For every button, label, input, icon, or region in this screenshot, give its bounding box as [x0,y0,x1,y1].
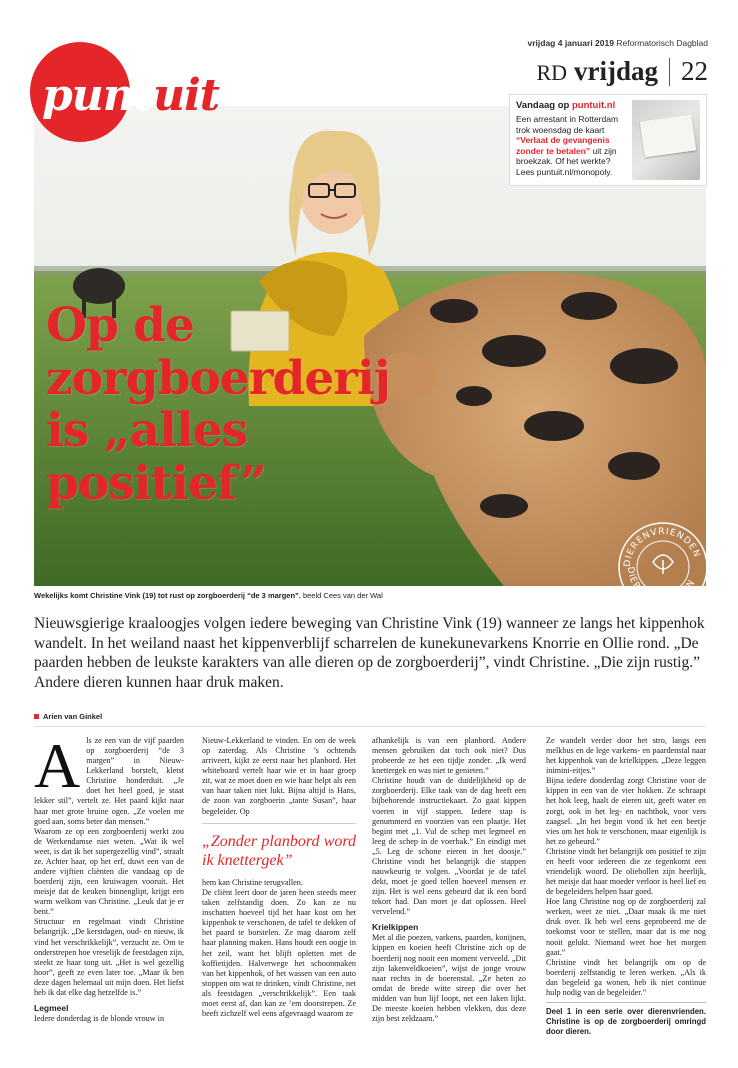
paragraph: Bijna iedere donderdag zorgt Christine voor de kippen in een van de vier hokken. Ze schraapt het hok leeg, haalt de eieren uit, geeft water en zorgt, ook in het leg- en nachthok, voor vers zaagsel. „In het begin vond ik het een beetje vies om het hok te verschonen, maar eigenlijk is het zo gebeurd.” [546,776,706,846]
headline-line: Op de [46,298,194,353]
paragraph: hem kan Christine terugvallen. [202,878,303,887]
caption-text: Wekelijks komt Christine Vink (19) tot rust op zorgboerderij “de 3 margen”. [34,591,301,600]
drop-cap: A [34,736,81,801]
paragraph: Ze wandelt verder door het stro, langs een melkbus en de lege varkens- en paardenstal naar het kippenhok van de krielkippen. „Deze leggen inimini-eitjes.” [546,736,706,776]
paragraph: afhankelijk is van een planbord. Andere mensen gebruiken dat toch ook niet? Dus probeerde ze het een tijdje zonder. „Ik werd knettergek en was niet te genieten.” [372,736,526,776]
headline-line: is „alles [46,403,248,459]
series-note: Deel 1 in een serie over dierenvrienden. Christine is op de zorgboerderij omringd door dieren. [546,1002,706,1036]
lead-paragraph: Nieuwsgierige kraaloogjes volgen iedere beweging van Christine Vink (19) wanneer ze langs het kippenhok wandelt. In het weiland naast het kippenverblijf scharrelen de kunekunevarkens Knorrie en Ollie rond. „De paarden hebben de leukste karakters van alle dieren op de zorgboerderij”, vindt Christine. „Die zijn rustig.” Andere dieren kunnen haar druk maken. [34,615,705,691]
promo-box[interactable] [509,94,707,186]
stamp-text-bottom: DIERENVRIENDEN [624,566,698,606]
photo-caption [34,591,383,600]
photo-credit: beeld Cees van der Wal [302,591,383,600]
pull-quote: „Zonder planbord word ik knettergek” [202,823,356,870]
paragraph: Iedere donderdag is de blonde vrouw in [34,1014,165,1024]
byline [34,712,102,721]
logo-part-1: punt [42,70,154,121]
headline-line: zorgboerderij [46,350,390,406]
paragraph: Nieuw-Lekkerland te vinden. En om de week op zaterdag. Als Christine ’s ochtends arriveert, kijkt ze eerst naar het planbord. Het whiteboard vertelt haar wie er in haar groep zit, wat ze moet doen en wie haar helpt als een van haar taken niet lukt. Bijna altijd is Hans, de zoon van zorgboerin „tante Susan”, haar begeleider. Op [202,736,356,816]
rd-mark: RD [536,60,567,85]
paragraph: Waarom ze op een zorgboerderij werkt zou de Werkendamse niet weten. „Wat ik wel weet, is dat ik het supergezellig vind”, straalt ze. Achter haar, op het erf, duwt een van de andere vijftien cliënten die vandaag op de boerderij zijn, een kruiwagen vooruit. Het meisje dat de keuken binnenglipt, krijgt een warm welkom van Christine. „Leuk dat je er bent.” [34,826,184,917]
promo-text-2: uit zijn broekzak. Of het werkte? Lees puntuit.nl/monopoly. [516,145,617,177]
article-column-4 [546,736,706,1061]
subheading: Krielkippen [372,922,419,933]
dierenvrienden-stamp [616,520,710,614]
paragraph: Structuur en regelmaat vindt Christine belangrijk. „De kerstdagen, oud- en nieuw, ik vind het verschrikkelijk”, verzucht ze. Om te onderstrepen hoe vreselijk de feestdagen zijn, steekt ze haar tong uit. „Het is wel gezellig hoor”, geeft ze even later toe. „Maar ik ben deze dagen helemaal uit mijn doen. Het liefst heb ik dat elke dag hetzelfde is.” [34,917,184,997]
section-day: vrijdag [574,56,658,86]
headline [46,300,390,511]
article-column-3 [372,736,526,1061]
page-number: 22 [681,56,708,86]
svg-text:DIERENVRIENDEN [625,566,698,605]
paragraph: ls ze een van de vijf paarden op zorgboerderij “de 3 margen” in Nieuw-Lekkerland borstelt, kletst Christine honderduit. „Je doet het heel goed, je staat lekker stil”, vertelt ze. Het paard kijkt naar haar met grote bruine ogen. „Ze voelen me goed aan, soms beter dan mensen.” [34,736,184,826]
header-divider [669,58,670,86]
promo-text-1: Een arrestant in Rotterdam trok woensdag de kaart [516,113,619,135]
promo-quote: “Verlaat de gevangenis zonder te betalen” [516,135,610,156]
subheading: Legmeel [34,1003,69,1014]
paragraph: Christine houdt van de duidelijkheid op de zorgboerderij. Elke taak van de dag heeft een bijbehorende instructiekaart. Zo gaat kippen voeren in vijf stappen. Iedere stap is genummerd en voorzien van een plaatje. Het begint met „1. Vul de schep met legmeel en leeg de schep in de voerbak.” En eindigt met „5. Leg de schone eieren in het doosje.” Christine vindt het belangrijk die stappen nauwkeurig te volgen. „Voordat je de tafel dekt, moet je goed tellen hoeveel mensen er zijn. Het is wel eens gebeurd dat ik een bord tekort had. Dan moet je dat oplossen. Heel vervelend.” [372,776,526,917]
issue-date: vrijdag 4 januari 2019 [527,38,614,48]
promo-title [516,100,628,112]
section-header [536,56,708,87]
headline-line: positief” [46,455,266,511]
paragraph: Christine vindt het belangrijk om op de boerderij zelfstandig te leren werken. „Als ik dan begeleid ga wonen, heb ik niet continue hulp nodig van de begeleider.” [546,957,706,997]
paragraph: Met al die poezen, varkens, paarden, konijnen, kippen en koeien heeft Christine zich op de boerderij nog nooit een moment verveeld. „Dit zijn lakenveldkoeien”, wijst de jonge vrouw naar rechts in de boerenstal. „Ze heten zo omdat de brede witte streep die over het midden van hun lijf loopt, net een laken lijkt. De meeste koeien hebben vlekken, dus deze zijn best zeldzaam.” [372,933,526,1024]
puntuit-logo [30,42,240,152]
promo-thumbnail [632,100,700,180]
logo-wordmark [42,70,219,121]
paragraph: Hoe lang Christine nog op de zorgboerderij zal werken, weet ze niet. „Daar maak ik me niet druk over. Ik heb wel eens geprobeerd me de toekomst voor te stellen, maar dat is me nog nooit gelukt. Niemand weet hoe het morgen gaat.” [546,897,706,957]
promo-title-lead: Vandaag op [516,100,570,111]
clover-icon [653,555,673,574]
stamp-text-top: DIERENVRIENDEN [622,526,702,568]
divider [34,726,706,727]
promo-site[interactable]: puntuit.nl [571,100,616,111]
promo-text [516,100,628,180]
byline-square-icon [34,714,39,719]
issue-date-line [528,38,709,48]
logo-part-2: uit [153,70,220,121]
paragraph: De cliënt leert door de jaren heen steeds meer taken zelfstandig doen. Zo kan ze nu inschatten hoeveel tijd het haar kost om het kippenhok te verschonen, de tafel te dekken of het paard te borstelen. Ze mag daarom zelf haar planning maken. Hans houdt een oogje in het zeil, want het blijft opletten met de koffietijden. Halverwege het schoonmaken van het kippenhok, of het wassen van een auto stoppen om wat te drinken, vindt Christine, net als feestdagen „verschrikkelijk”. Een taak moet eerst af, dan kan ze ’em doorstrepen. Ze beeft zichzelf wel eens afgevraagd waarom ze [202,888,356,1019]
paper-name: Reformatorisch Dagblad [616,38,708,48]
author-name: Arien van Ginkel [43,712,103,721]
paragraph: Christine vindt het belangrijk om positief te zijn en heeft voor iedereen die ze tegenkomt een vriendelijk woord. De oliebollen zijn heerlijk, het meisje dat haar moeder verloor is heel lief en de begeleiders helpen haar goed. [546,846,706,897]
article-column-2 [202,736,356,1061]
article-column-1 [34,736,184,1061]
